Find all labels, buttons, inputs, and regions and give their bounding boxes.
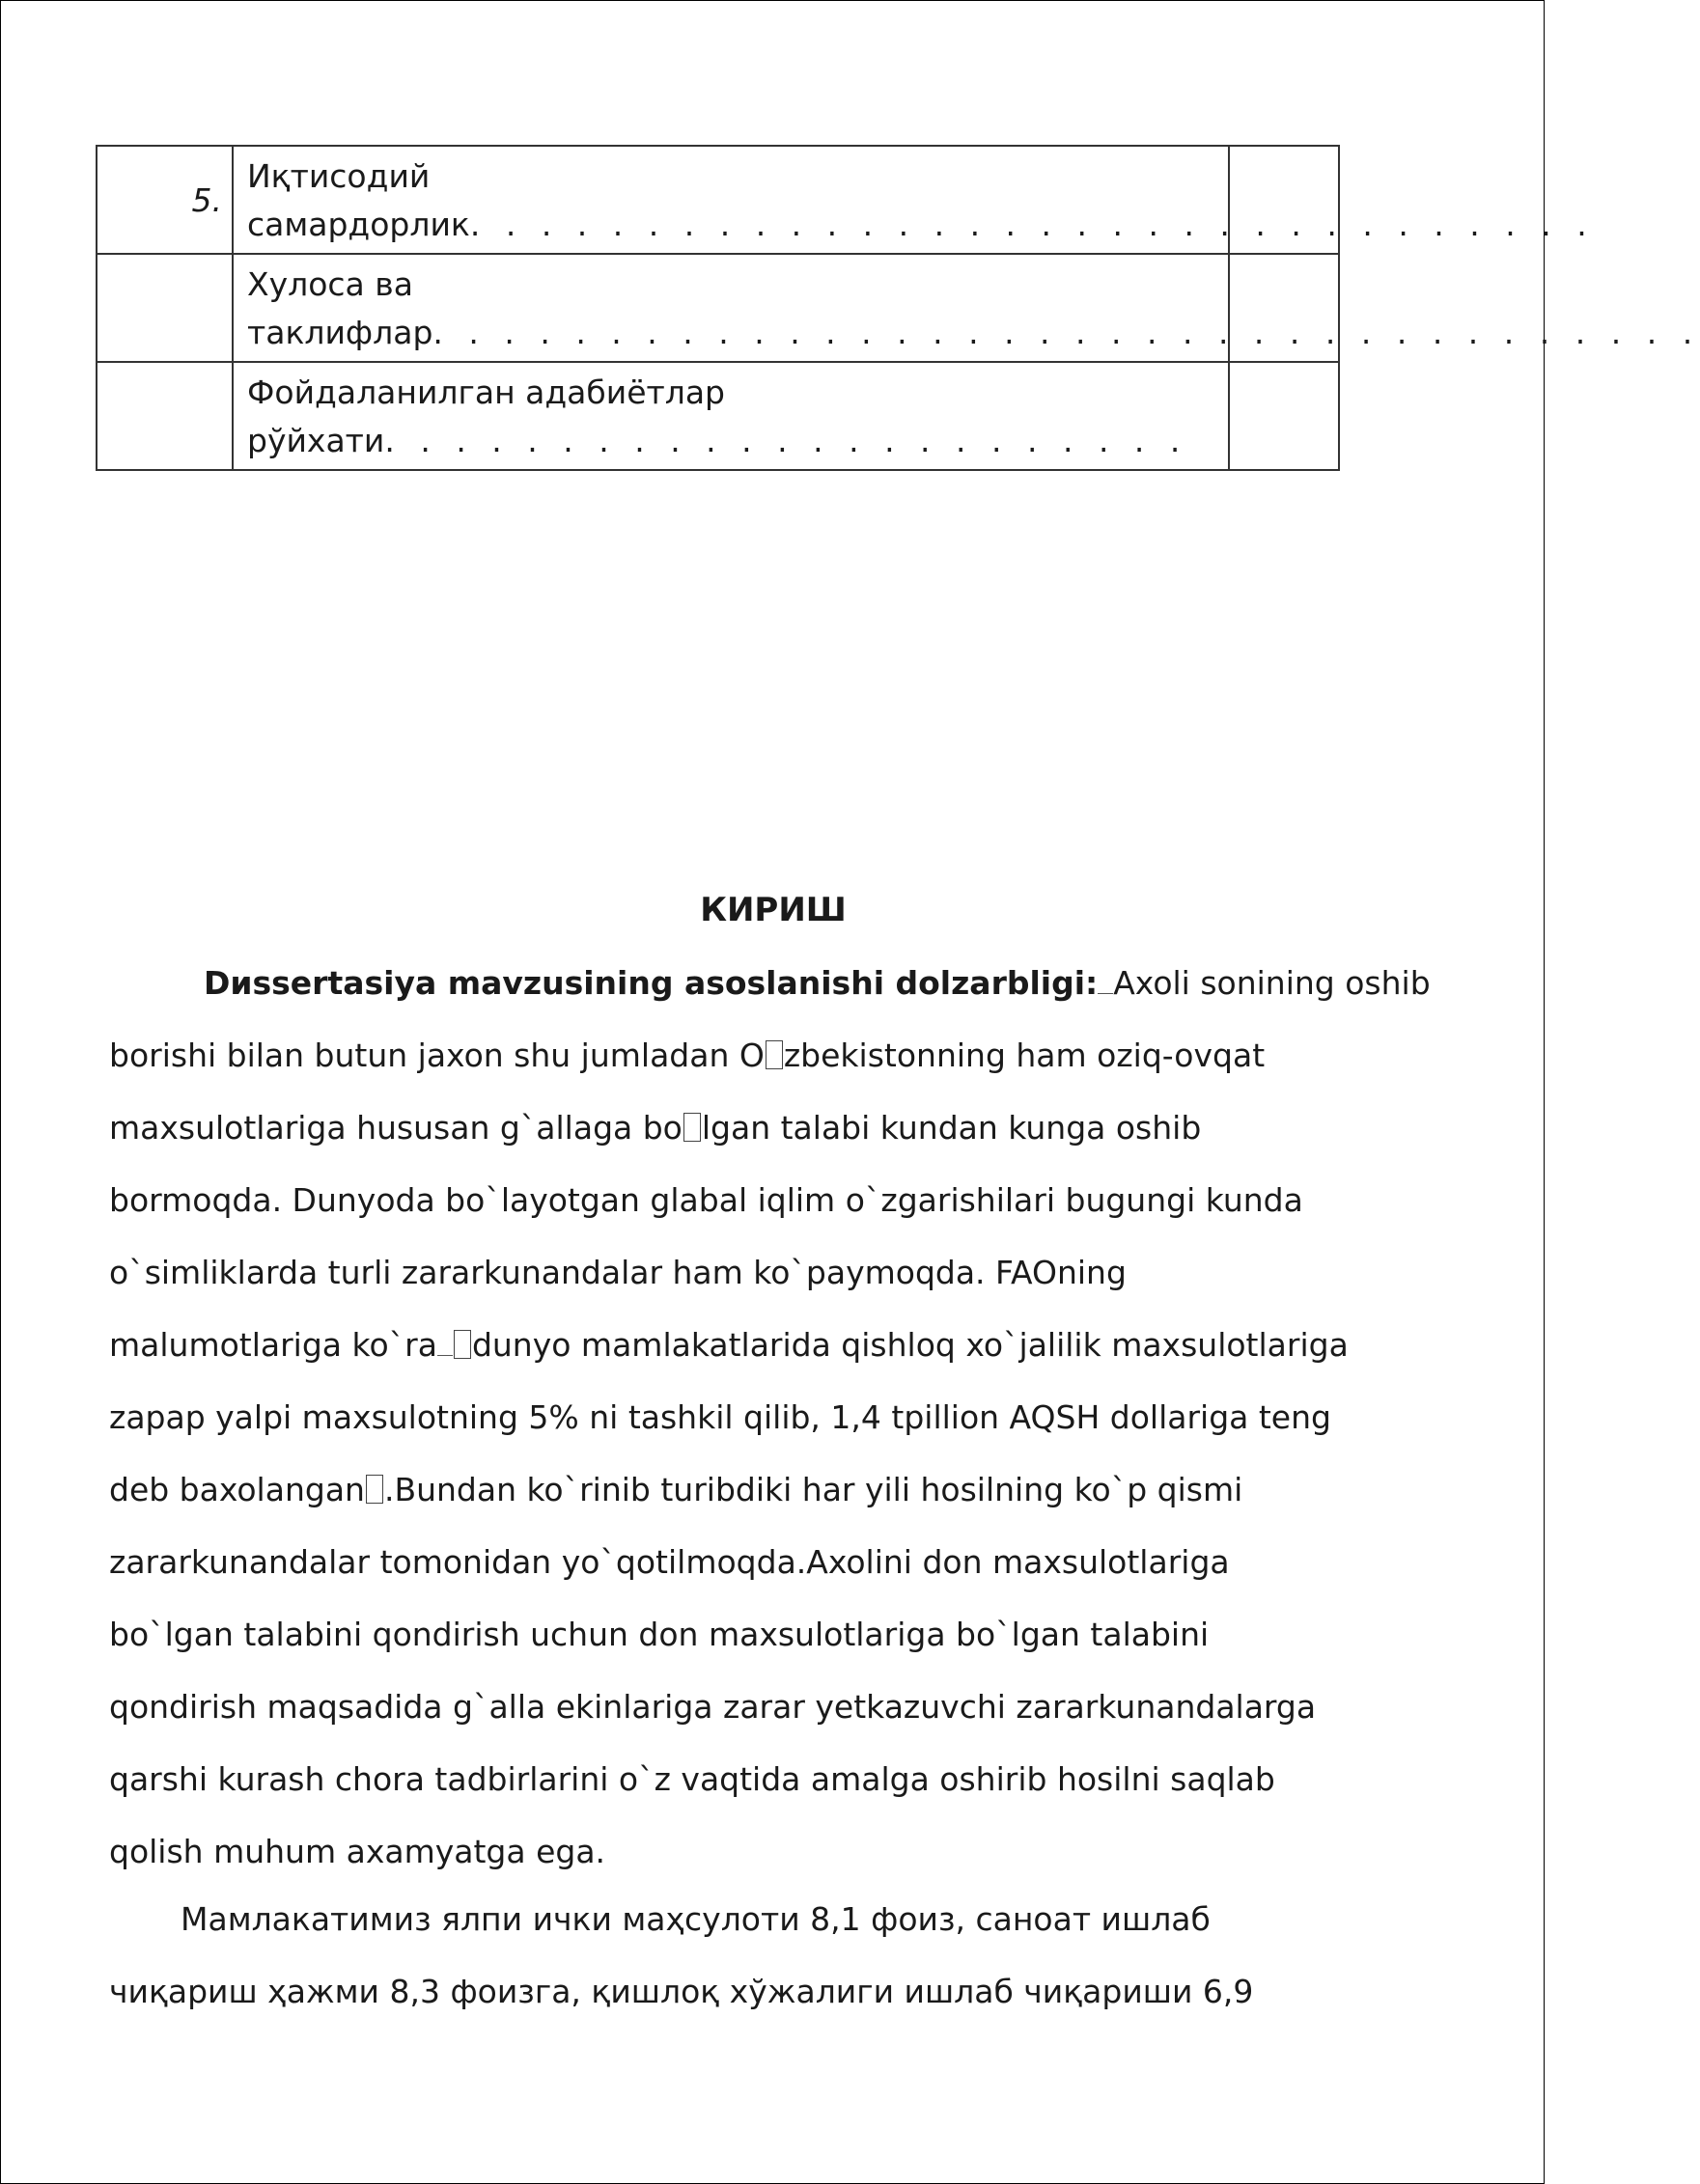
paragraph-lead: Dиssertasiya mavzusining asoslanishi dolzarbligi:	[204, 964, 1099, 1002]
intro-paragraph-2	[109, 1883, 1306, 2028]
text-line: lgan talabi kundan kunga oshib	[701, 1109, 1202, 1147]
toc-title-line: Фойдаланилган адабиётлар	[247, 373, 725, 411]
text-line: zapap yalpi maxsulotning 5% ni tashkil qilib, 1,4 tpillion AQSH dollariga teng	[109, 1398, 1331, 1436]
toc-number	[97, 362, 233, 470]
toc-number: 5.	[97, 146, 233, 254]
table-row	[97, 254, 1339, 362]
missing-glyph-box	[766, 1040, 783, 1069]
text-line: dunyo mamlakatlarida qishloq xo`jalilik maxsulotlariga	[471, 1326, 1349, 1364]
text-line: qarshi kurash chora tadbirlarini o`z vaqtida amalga oshirib hosilni saqlab	[109, 1760, 1275, 1798]
section-heading: КИРИШ	[700, 891, 847, 929]
toc-title	[233, 254, 1700, 362]
table-of-contents	[96, 145, 1700, 471]
text-line: malumotlariga ko`ra	[109, 1326, 437, 1364]
text-line: qolish muhum axamyatga ega.	[109, 1833, 606, 1870]
text-line: чиқариш ҳажми 8,3 фоизга, қишлоқ хўжалиги ишлаб чиқариши 6,9	[109, 1973, 1254, 2010]
toc-page	[1229, 362, 1339, 470]
intro-paragraph-1	[109, 947, 1431, 1888]
toc-title	[233, 362, 1229, 470]
underline-gap	[437, 1326, 453, 1356]
text-line: borishi bilan butun jaxon shu jumladan O	[109, 1037, 765, 1074]
text-line: bormoqda. Dunyoda bo`layotgan glabal iqlim o`zgarishilari bugungi kunda	[109, 1181, 1303, 1219]
missing-glyph-box	[366, 1475, 383, 1504]
toc-title-line: Иқтисодий	[247, 157, 431, 195]
toc-title-line: таклифлар	[247, 314, 433, 351]
text-line: zararkunandalar tomonidan yo`qotilmoqda.Axolini don maxsulotlariga	[109, 1543, 1230, 1581]
text-line: deb baxolangan	[109, 1471, 365, 1508]
toc-dots: . . . . . . . . . . . . . . . . . . . . . . . . . . . . . . . .	[469, 206, 1595, 243]
toc-title-line: самардорлик	[247, 206, 470, 243]
toc-title-line: рўйхати	[247, 422, 385, 459]
toc-title	[233, 146, 1595, 254]
text-line: Мамлакатимиз ялпи ички маҳсулоти 8,1 фоиз, саноат ишлаб	[181, 1900, 1211, 1938]
text-line: zbekistonning ham oziq-ovqat	[783, 1037, 1266, 1074]
text-line: maxsulotlariga hususan g`allaga bo	[109, 1109, 683, 1147]
text-line: qondirish maqsadida g`alla ekinlariga zarar yetkazuvchi zararkunandalarga	[109, 1688, 1317, 1726]
table-row	[97, 362, 1339, 470]
text-line: Axoli sonining oshib	[1113, 964, 1431, 1002]
underline-gap	[1098, 964, 1113, 994]
toc-dots: . . . . . . . . . . . . . . . . . . . . . . .	[384, 422, 1188, 459]
text-line: o`simliklarda turli zararkunandalar ham ko`paymoqda. FAOning	[109, 1254, 1127, 1291]
missing-glyph-box	[454, 1330, 471, 1359]
missing-glyph-box	[683, 1113, 701, 1142]
text-line: bo`lgan talabini qondirish uchun don maxsulotlariga bo`lgan talabini	[109, 1616, 1210, 1653]
toc-number	[97, 254, 233, 362]
table-row	[97, 146, 1339, 254]
toc-dots: . . . . . . . . . . . . . . . . . . . . . . . . . . . . . . . . . . . .	[432, 314, 1700, 351]
text-line: .Bundan ko`rinib turibdiki har yili hosilning ko`p qismi	[383, 1471, 1243, 1508]
toc-title-line: Хулоса ва	[247, 265, 413, 303]
